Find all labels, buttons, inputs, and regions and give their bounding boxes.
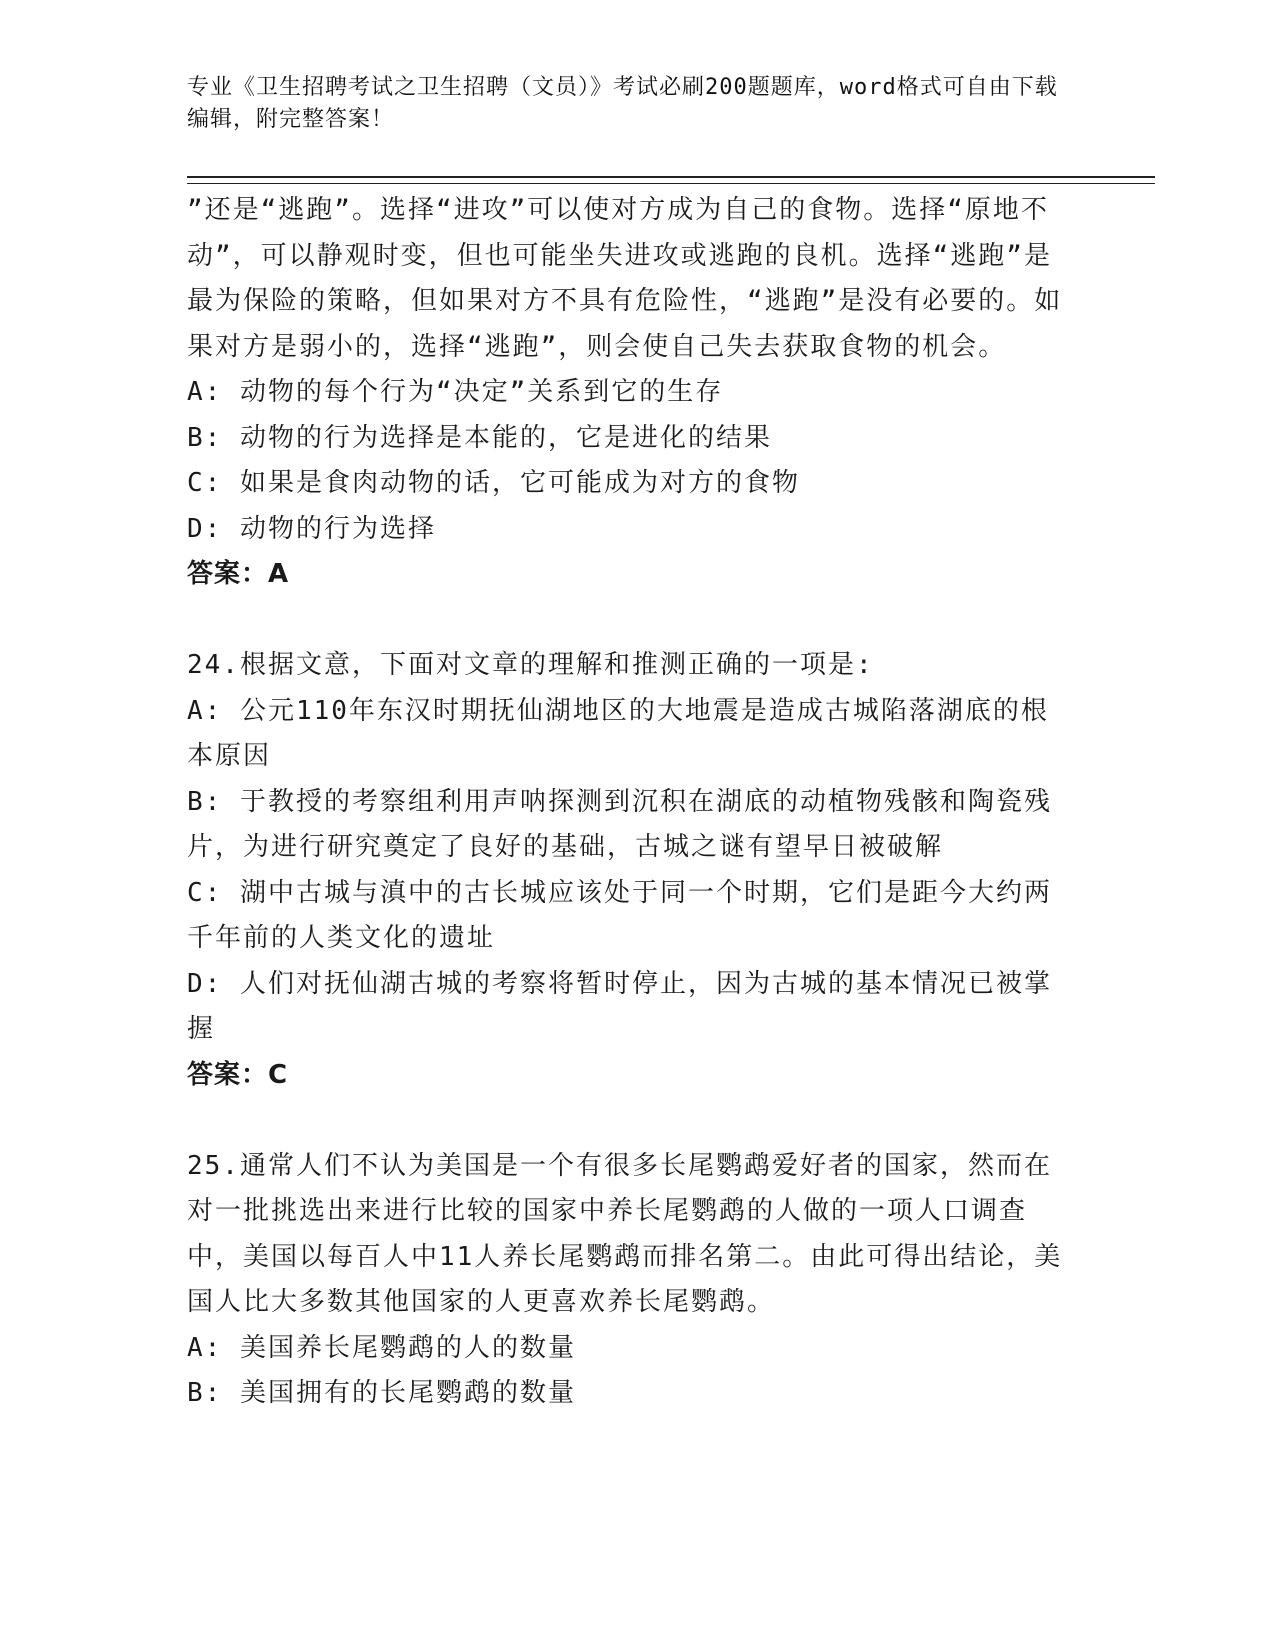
option-c: C: 如果是食肉动物的话，它可能成为对方的食物 xyxy=(187,468,800,498)
option-b: B: 动物的行为选择是本能的，它是进化的结果 xyxy=(187,422,772,453)
question-25 xyxy=(187,1144,1067,1417)
answer: 答案：A xyxy=(187,559,290,589)
header-divider-thin xyxy=(187,183,1155,184)
header-divider-thick xyxy=(187,176,1155,178)
spacer xyxy=(187,598,1067,644)
question-passage: ”还是“逃跑”。选择“进攻”可以使对方成为自己的食物。选择“原地不动”，可以静观时变，但也可能坐失进攻或逃跑的良机。选择“逃跑”是最为保险的策略，但如果对方不具有危险性，“逃跑”是没有必要的。如果对方是弱小的，选择“逃跑”，则会使自己失去获取食物的机会。 xyxy=(187,195,1063,362)
option-d: D: 动物的行为选择 xyxy=(187,513,436,544)
question-stem: 25.通常人们不认为美国是一个有很多长尾鹦鹉爱好者的国家，然而在对一批挑选出来进行比较的国家中养长尾鹦鹉的人做的一项人口调查中，美国以每百人中11人养长尾鹦鹉而排名第二。由此可得出结论，美国人比大多数其他国家的人更喜欢养长尾鹦鹉。 xyxy=(187,1150,1063,1317)
question-24 xyxy=(187,643,1067,1098)
answer: 答案：C xyxy=(187,1059,289,1090)
option-c: C: 湖中古城与滇中的古长城应该处于同一个时期，它们是距今大约两千年前的人类文化的遗址 xyxy=(187,877,1052,953)
question-23 xyxy=(187,188,1067,598)
header-title: 专业《卫生招聘考试之卫生招聘（文员）》考试必刷200题题库，word格式可自由下载编辑，附完整答案！ xyxy=(187,75,1058,132)
option-d: D: 人们对抚仙湖古城的考察将暂时停止，因为古城的基本情况已被掌握 xyxy=(187,968,1052,1044)
document-header xyxy=(187,72,1067,136)
spacer xyxy=(187,1098,1067,1144)
option-b: B: 美国拥有的长尾鹦鹉的数量 xyxy=(187,1378,576,1408)
option-a: A: 美国养长尾鹦鹉的人的数量 xyxy=(187,1332,576,1363)
document-body xyxy=(187,188,1067,1417)
option-a: A: 公元110年东汉时期抚仙湖地区的大地震是造成古城陷落湖底的根本原因 xyxy=(187,695,1049,771)
option-a: A: 动物的每个行为“决定”关系到它的生存 xyxy=(187,377,724,407)
question-stem: 24.根据文意，下面对文章的理解和推测正确的一项是: xyxy=(187,650,874,680)
option-b: B: 于教授的考察组利用声呐探测到沉积在湖底的动植物残骸和陶瓷残片，为进行研究奠定了良好的基础，古城之谜有望早日被破解 xyxy=(187,786,1052,862)
